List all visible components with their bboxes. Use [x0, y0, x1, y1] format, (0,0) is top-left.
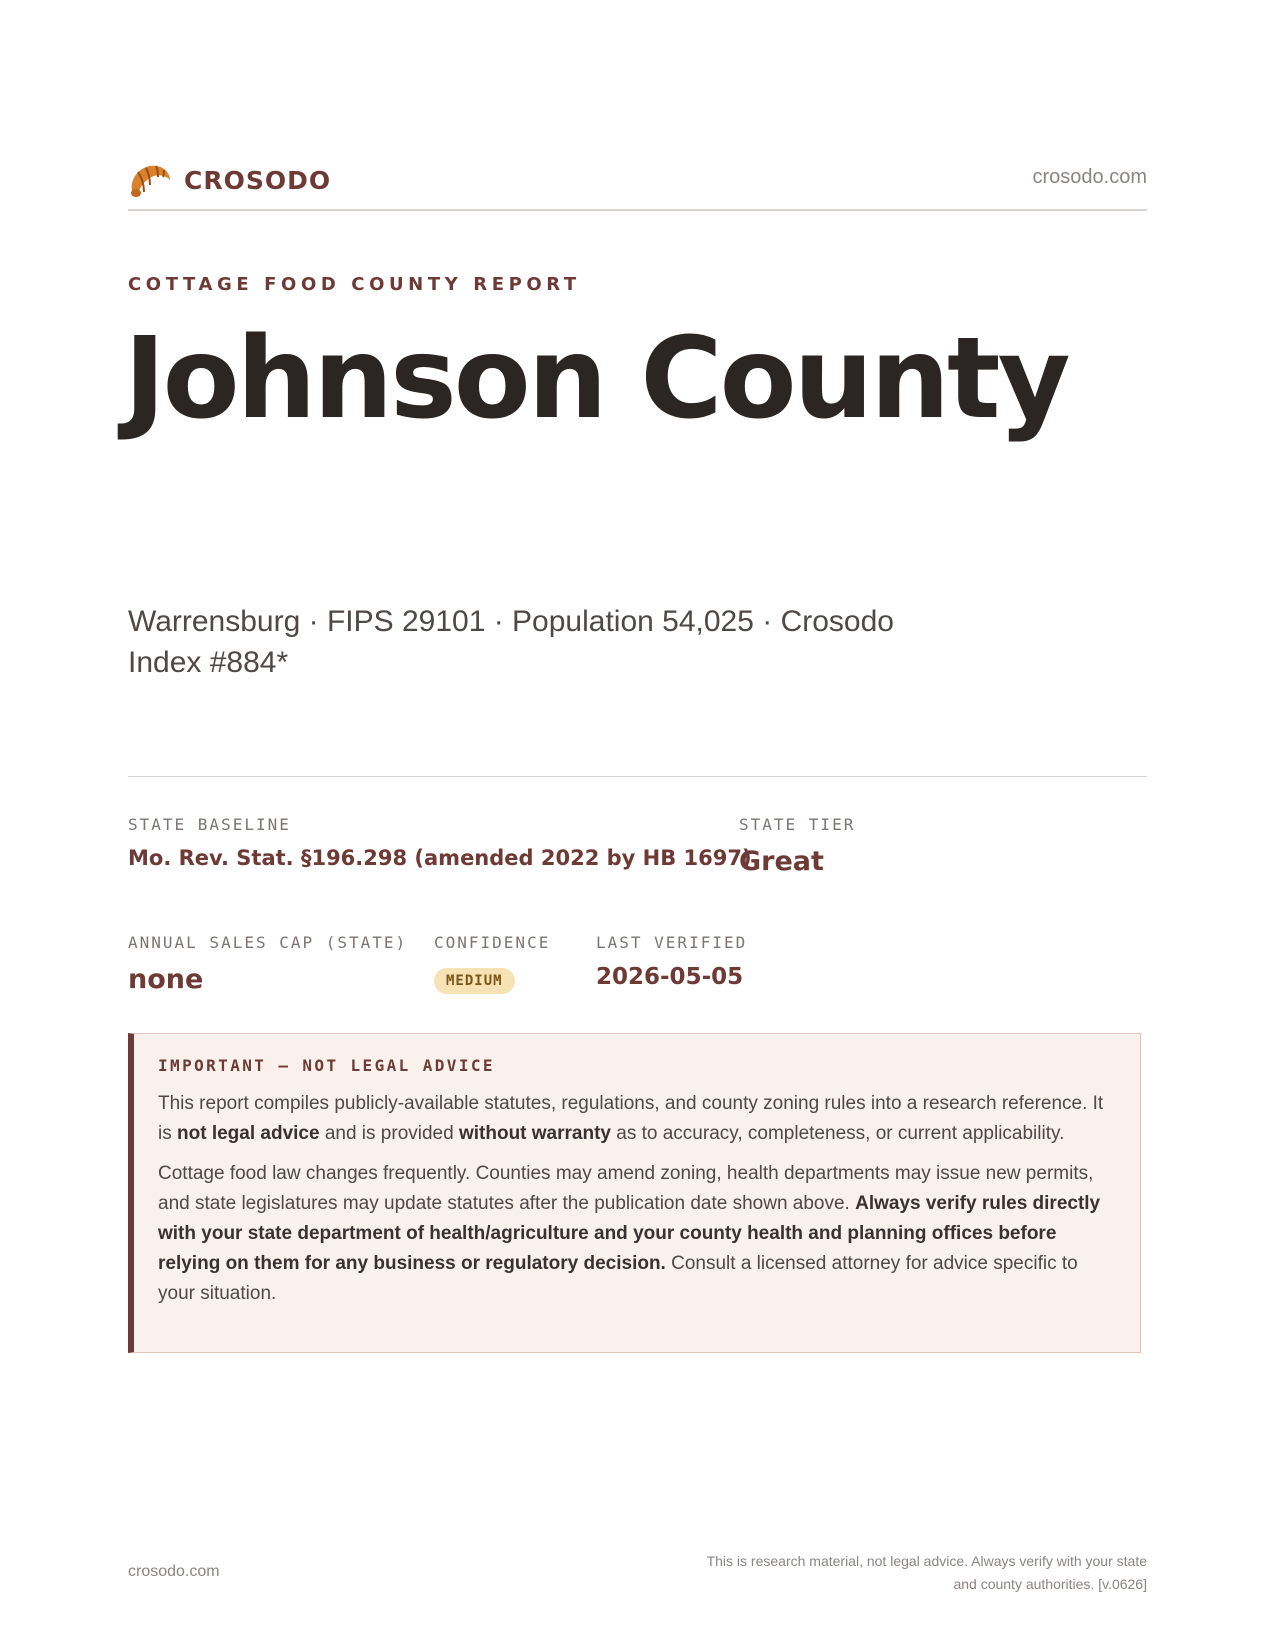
disclaimer-emphasis: not legal advice: [177, 1123, 320, 1144]
footer-note-line-2: and county authorities. [v.0626]: [953, 1576, 1147, 1592]
disclaimer-paragraph-1: [158, 1089, 1116, 1149]
disclaimer-text: as to accuracy, completeness, or current applicability.: [610, 1123, 1065, 1144]
croissant-icon: [128, 160, 172, 200]
county-summary: Warrensburg · FIPS 29101 · Population 54,025 · Crosodo Index #884*: [128, 605, 894, 679]
report-eyebrow: COTTAGE FOOD COUNTY REPORT: [128, 274, 581, 295]
disclaimer-text: Consult a licensed attorney for advice specific to your situation.: [158, 1253, 1078, 1304]
confidence-field: [434, 933, 550, 994]
state-baseline-value: Mo. Rev. Stat. §196.298 (amended 2022 by HB 1697): [128, 846, 752, 870]
disclaimer-emphasis: Always verify rules directly with your state department of health/agriculture and your county health and planning offices before relying on them for any business or regulatory decision.: [158, 1193, 1101, 1274]
footer-note-line-1: This is research material, not legal advice. Always verify with your state: [706, 1553, 1147, 1569]
state-tier-value: Great: [739, 846, 824, 877]
footer-disclaimer: [587, 1550, 1147, 1596]
state-tier-label: STATE TIER: [739, 815, 856, 834]
disclaimer-emphasis: without warranty: [458, 1123, 611, 1144]
brand: [128, 160, 331, 200]
sales-cap-field: [128, 933, 407, 995]
state-tier-field: [739, 815, 855, 877]
last-verified-label: LAST VERIFIED: [596, 933, 748, 952]
footer-site-url[interactable]: crosodo.com: [128, 1563, 220, 1580]
disclaimer-title: IMPORTANT — NOT LEGAL ADVICE: [158, 1056, 495, 1075]
header-site-url[interactable]: crosodo.com: [1032, 166, 1147, 188]
state-baseline-field: [128, 815, 752, 870]
disclaimer-text: This report compiles publicly-available statutes, regulations, and county zoning rules into a research reference. It is: [158, 1093, 1104, 1144]
sales-cap-label: ANNUAL SALES CAP (STATE): [128, 933, 408, 952]
confidence-label: CONFIDENCE: [434, 933, 551, 952]
sales-cap-value: none: [128, 964, 204, 995]
page-title: Johnson County: [124, 314, 1068, 444]
state-baseline-label: STATE BASELINE: [128, 815, 291, 834]
legal-disclaimer: [128, 1033, 1141, 1353]
brand-header: [128, 160, 1147, 200]
brand-name: CROSODO: [184, 165, 332, 195]
last-verified-value: 2026-05-05: [596, 964, 744, 990]
section-divider: [128, 776, 1147, 777]
disclaimer-paragraph-2: [158, 1159, 1116, 1309]
disclaimer-text: Cottage food law changes frequently. Counties may amend zoning, health departments may issue new permits, and state legislatures may update statutes after the publication date shown above.: [158, 1163, 1094, 1214]
confidence-badge: MEDIUM: [434, 968, 515, 994]
header-divider: [128, 209, 1147, 211]
last-verified-field: [596, 933, 747, 990]
disclaimer-text: and is provided: [319, 1123, 459, 1144]
